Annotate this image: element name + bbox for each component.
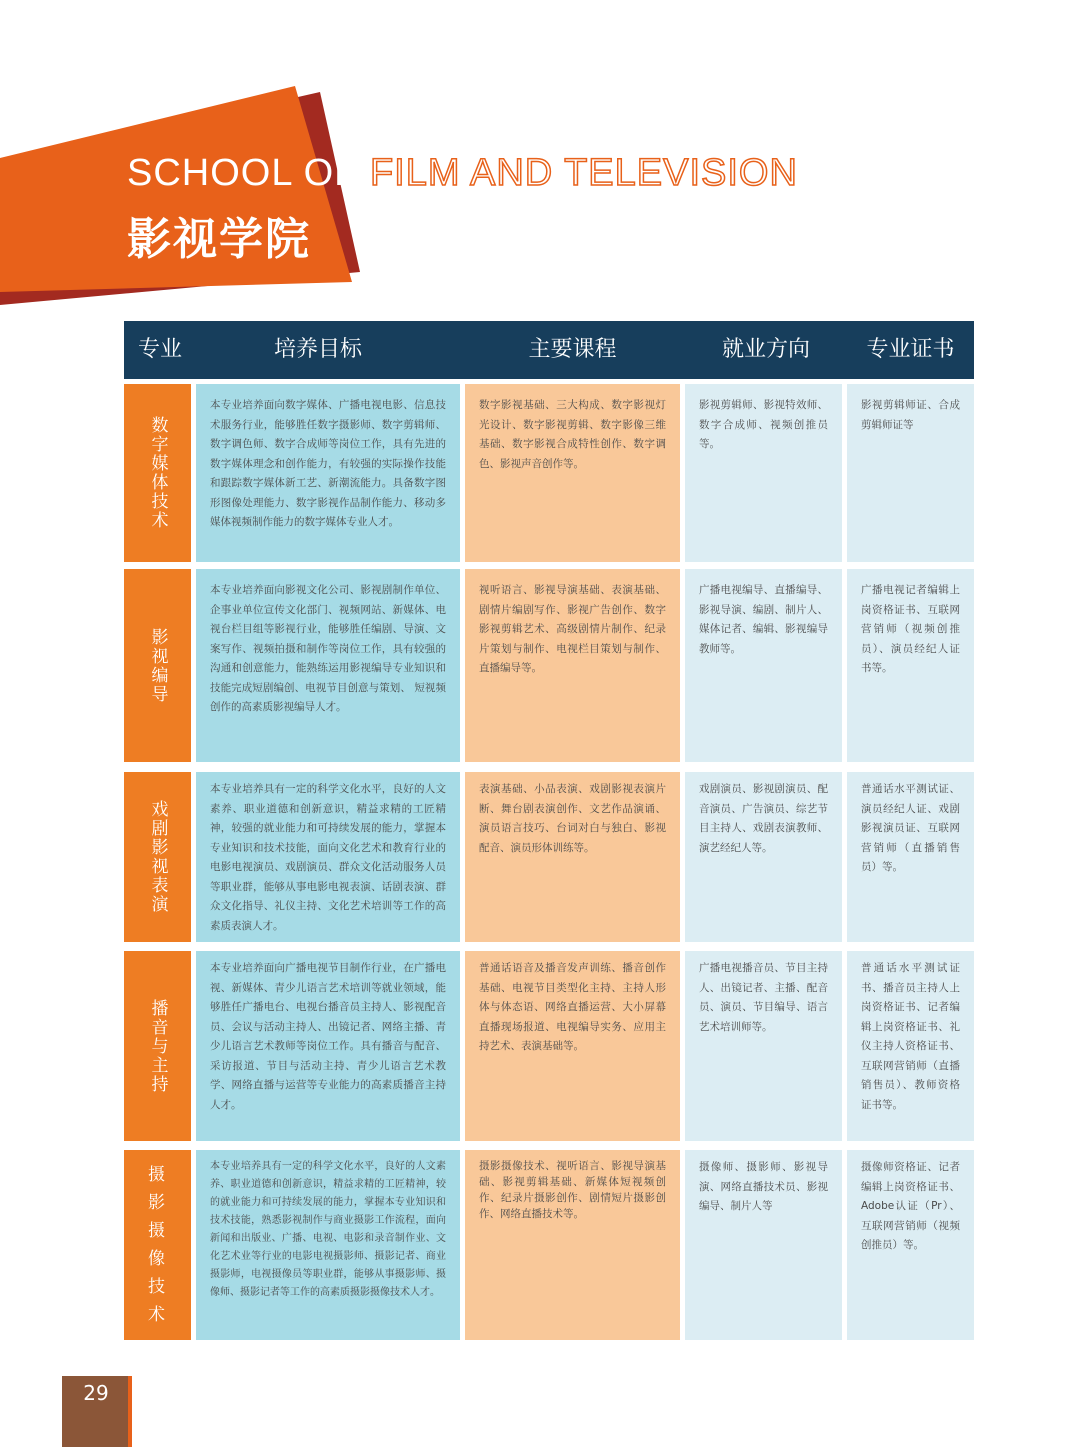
header-jobs: 就业方向: [721, 337, 810, 362]
title-en-part1: SCHOOL OF: [127, 152, 359, 194]
page-number-accent: [128, 1376, 132, 1447]
certificates: 普通话水平测试证、演员经纪人证、戏剧影视演员证、互联网营销师（直播销售员）等。: [847, 772, 974, 942]
training-goal: 本专业培养面向广播电视节目制作行业，在广播电视、新媒体、青少儿语言艺术培训等就业领域，能够胜任广播电台、电视台播音员主持人、影视配音员、会议与活动主持人、出镜记者、网络主播、青少儿语言艺术教师等岗位工作。具有播音与配音、采访报道、节目与活动主持、青少儿语言艺术教学、网络直播与运营等专业能力的高素质播音主持人才。: [196, 951, 460, 1141]
career-direction: 广播电视播音员、节目主持人、出镜记者、主播、配音员、演员、节目编导、语言艺术培训师等。: [685, 951, 842, 1141]
school-title-cn: 影视学院: [127, 214, 311, 265]
table-row: [124, 951, 974, 1141]
certificates: 影视剪辑师证、合成剪辑师证等: [847, 384, 974, 562]
header-certs: 专业证书: [866, 337, 955, 362]
title-en-part2: FILM AND TELEVISION: [358, 152, 798, 194]
header-major: 专业: [137, 337, 182, 362]
header-goal: 培养目标: [273, 337, 362, 362]
training-goal: 本专业培养具有一定的科学文化水平，良好的人文素养、职业道德和创新意识，精益求精的工匠精神，较的就业能力和可持续发展的能力，掌握本专业知识和技术技能，熟悉影视制作与商业摄影工作流程，面向新闻和出版业、广播、电视、电影和录音制作业、文化艺术业等行业的电影电视摄影师、摄影记者、商业摄影师，电视摄像员等职业群，能够从事摄影师、摄像师、摄影记者等工作的高素质摄影摄像技术人才。: [196, 1150, 460, 1340]
main-courses: 数字影视基础、三大构成、数字影视灯光设计、数字影视剪辑、数字影像三维基础、数字影视合成特性创作、数字调色、影视声音创作等。: [465, 384, 680, 562]
career-direction: 戏剧演员、影视剧演员、配音演员、广告演员、综艺节目主持人、戏剧表演教师、演艺经纪人等。: [685, 772, 842, 942]
main-courses: 视听语言、影视导演基础、表演基础、剧情片编剧写作、影视广告创作、数字影视剪辑艺术、高级剧情片制作、纪录片策划与制作、电视栏目策划与制作、直播编导等。: [465, 569, 680, 762]
main-courses: 摄影摄像技术、视听语言、影视导演基础、影视剪辑基础、新媒体短视频创作、纪录片摄影创作、剧情短片摄影创作、网络直播技术等。: [465, 1150, 680, 1340]
career-direction: 影视剪辑师、影视特效师、数字合成师、视频创推员等。: [685, 384, 842, 562]
training-goal: 本专业培养面向影视文化公司、影视剧制作单位、企事业单位宣传文化部门、视频网站、新媒体、电视台栏目组等影视行业，能够胜任编剧、导演、文案写作、视频拍摄和制作等岗位工作，具有较强的 沟通和创意能力，能熟练运用影视编导专业知识和技能完成短剧编创、电视节目创意与策划、 短视频创作的高素质影视编导人才。: [196, 569, 460, 762]
certificates: 普通话水平测试证书、播音员主持人上岗资格证书、记者编辑上岗资格证书、礼仪主持人资格证书、互联网营销师（直播销售员）、教师资格证书等。: [847, 951, 974, 1141]
major-name: 数字媒体技术: [124, 384, 191, 562]
training-goal: 本专业培养面向数字媒体、广播电视电影、信息技术服务行业，能够胜任数字摄影师、数字剪辑师、数字调色师、数字合成师等岗位工作，具有先进的数字媒体理念和创作能力，有较强的实际操作技能和跟踪数字媒体新工艺、新潮流能力。具备数字图形图像处理能力、数字影视作品制作能力、移动多媒体视频制作能力的数字媒体专业人才。: [196, 384, 460, 562]
table-row: [124, 1150, 974, 1340]
header-banner: [0, 0, 1080, 320]
table-row: [124, 772, 974, 942]
career-direction: 摄像师、摄影师、影视导演、网络直播技术员、影视编导、制片人等: [685, 1150, 842, 1340]
certificates: 广播电视记者编辑上岗资格证书、互联网营销师（视频创推员）、演员经纪人证书等。: [847, 569, 974, 762]
major-name: 戏剧影视表演: [124, 772, 191, 942]
certificates: 摄像师资格证、记者编辑上岗资格证书、Adobe认证（Pr）、互联网营销师（视频创推员）等。: [847, 1150, 974, 1340]
table-row: [124, 384, 974, 562]
main-courses: 普通话语音及播音发声训练、播音创作基础、电视节目类型化主持、主持人形体与体态语、网络直播运营、大小屏幕直播现场报道、电视编导实务、应用主持艺术、表演基础等。: [465, 951, 680, 1141]
major-name: 摄影 摄像 技术: [124, 1150, 191, 1340]
career-direction: 广播电视编导、直播编导、影视导演、编剧、制片人、媒体记者、编辑、影视编导教师等。: [685, 569, 842, 762]
major-name: 播音与主持: [124, 951, 191, 1141]
table-header: [124, 321, 974, 379]
school-title-en: [127, 152, 798, 195]
major-name: 影视编导: [124, 569, 191, 762]
main-courses: 表演基础、小品表演、戏剧影视表演片断、舞台剧表演创作、文艺作品演诵、演员语言技巧、台词对白与独白、影视配音、演员形体训练等。: [465, 772, 680, 942]
table-row: [124, 569, 974, 762]
header-courses: 主要课程: [528, 337, 617, 362]
page-number: 29: [62, 1376, 130, 1447]
training-goal: 本专业培养具有一定的科学文化水平，良好的人文素养、职业道德和创新意识，精益求精的工匠精神，较强的就业能力和可持续发展的能力，掌握本专业知识和技术技能，面向文化艺术和教育行业的电影电视演员、戏剧演员、群众文化活动服务人员等职业群，能够从事电影电视表演、话剧表演、群众文化指导、礼仪主持、文化艺术培训等工作的高素质表演人才。: [196, 772, 460, 942]
